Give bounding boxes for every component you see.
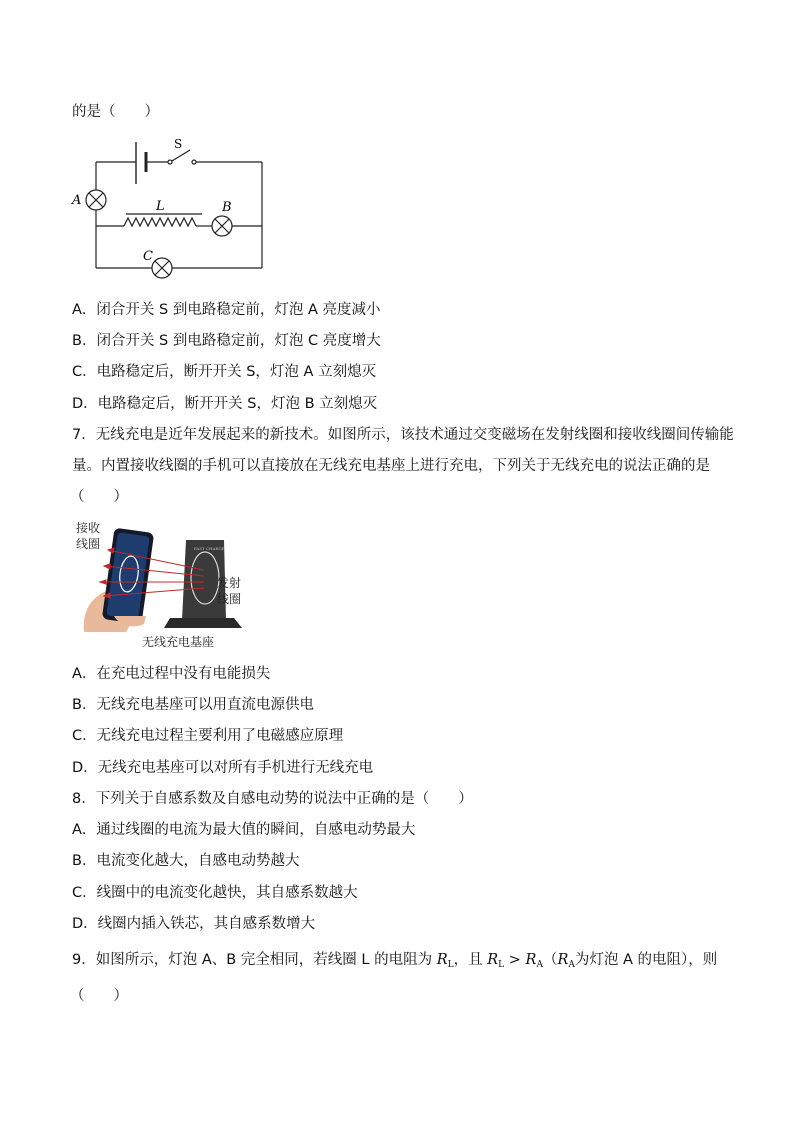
- q9-text-3: （: [542, 952, 558, 968]
- label-s: S: [174, 137, 183, 151]
- q6-stem-tail: 的是（ ）: [72, 104, 159, 120]
- q8-option-d: D．线圈内插入铁芯，其自感系数增大: [72, 916, 316, 932]
- label-b: B: [222, 200, 232, 215]
- label-transmit-coil-2: 线圈: [217, 592, 242, 606]
- q6-option-c: C．电路稳定后，断开开关 S，灯泡 A 立刻熄灭: [72, 364, 377, 380]
- q9-stem-line2: （ ）: [70, 988, 128, 1004]
- label-l: L: [156, 199, 165, 214]
- q7-option-b: B．无线充电基座可以用直流电源供电: [72, 697, 314, 713]
- q9-r-l-compare: $R_L$: [487, 952, 505, 970]
- q8-stem: 8．下列关于自感系数及自感电动势的说法中正确的是（ ）: [72, 791, 473, 807]
- q9-stem-line1: [72, 950, 717, 975]
- q6-option-b: B．闭合开关 S 到电路稳定前，灯泡 C 亮度增大: [72, 333, 381, 349]
- q7-stem-line3: （ ）: [70, 489, 128, 505]
- q6-option-a: A．闭合开关 S 到电路稳定前，灯泡 A 亮度减小: [72, 302, 381, 318]
- label-receive-coil-2: 线圈: [76, 537, 101, 551]
- q8-option-b: B．电流变化越大，自感电动势越大: [72, 853, 300, 869]
- stand-brand-text: FAST CHARGE: [194, 546, 225, 551]
- q6-option-d: D．电路稳定后，断开开关 S，灯泡 B 立刻熄灭: [72, 396, 378, 412]
- q6-circuit-diagram: [66, 134, 276, 280]
- q7-option-c: C．无线充电过程主要利用了电磁感应原理: [72, 728, 344, 744]
- label-charging-base: 无线充电基座: [142, 635, 215, 649]
- label-a: A: [72, 193, 82, 208]
- q9-r-a: $R_A$: [525, 952, 543, 970]
- q9-text-2: ，且: [453, 952, 488, 968]
- label-transmit-coil-1: 发射: [217, 576, 242, 590]
- label-c: C: [143, 249, 153, 264]
- q9-text-4: 为灯泡 A 的电阻），则: [574, 952, 718, 968]
- q8-option-c: C．线圈中的电流变化越快，其自感系数越大: [72, 885, 358, 901]
- label-receive-coil-1: 接收: [76, 521, 101, 535]
- q9-r-a-def: $R_A$: [557, 952, 575, 970]
- q9-gt: >: [504, 952, 526, 968]
- q7-option-a: A．在充电过程中没有电能损失: [72, 666, 271, 682]
- q9-text-1: 9．如图所示，灯泡 A、B 完全相同，若线圈 L 的电阻为: [72, 952, 437, 968]
- q7-wireless-charging-figure: [74, 520, 256, 650]
- q8-option-a: A．通过线圈的电流为最大值的瞬间，自感电动势最大: [72, 822, 416, 838]
- q7-stem-line1: 7．无线充电是近年发展起来的新技术。如图所示，该技术通过交变磁场在发射线圈和接收线圈间传输能: [72, 427, 734, 443]
- q9-r-l: $R_L$: [436, 952, 454, 970]
- q7-option-d: D．无线充电基座可以对所有手机进行无线充电: [72, 760, 374, 776]
- q7-stem-line2: 量。内置接收线圈的手机可以直接放在无线充电基座上进行充电，下列关于无线充电的说法正确的是: [72, 458, 710, 474]
